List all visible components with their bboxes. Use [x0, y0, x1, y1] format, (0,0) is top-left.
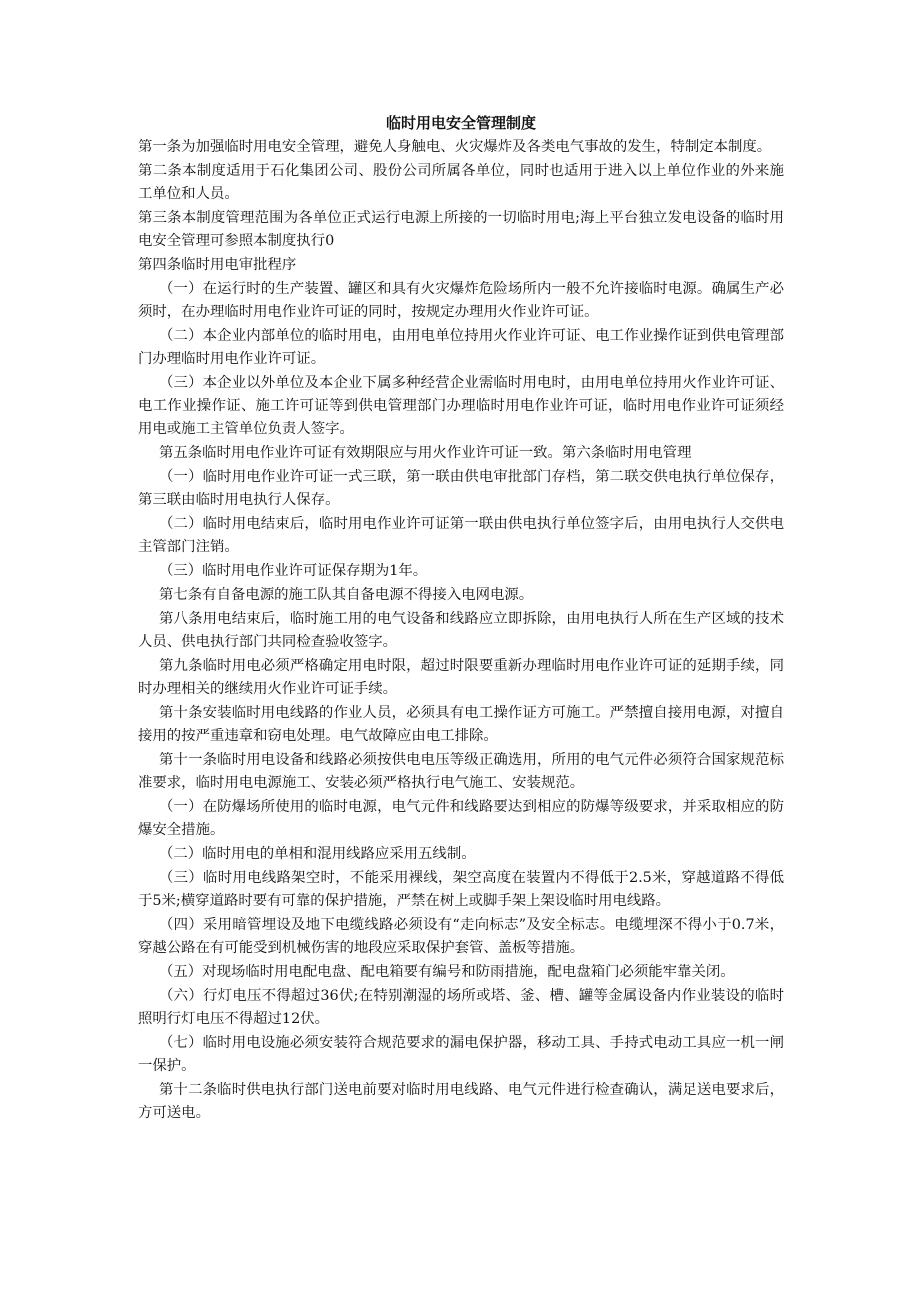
paragraph: 第八条用电结束后，临时施工用的电气设备和线路应立即拆除，由用电执行人所在生产区域的技术人员、供电执行部门共同检查验收签字。: [138, 611, 784, 650]
paragraph: （二）本企业内部单位的临时用电，由用电单位持用火作业许可证、电工作业操作证到供电管理部门办理临时用电作业许可证。: [138, 328, 784, 367]
paragraph: （三）临时用电线路架空时，不能采用裸线，架空高度在装置内不得低于2.5米，穿越道路不得低于5米;横穿道路时要有可靠的保护措施，严禁在树上或脚手架上架设临时用电线路。: [138, 870, 784, 909]
paragraph: （七）临时用电设施必须安装符合规范要求的漏电保护器，移动工具、手持式电动工具应一机一闸一保护。: [138, 1035, 784, 1074]
paragraph: （五）对现场临时用电配电盘、配电箱要有编号和防雨措施，配电盘箱门必须能牢靠关闭。: [159, 964, 735, 980]
paragraph: 第四条临时用电审批程序: [138, 257, 297, 273]
paragraph: 第十二条临时供电执行部门送电前要对临时用电线路、电气元件进行检查确认，满足送电要求后，方可送电。: [138, 1082, 784, 1121]
paragraph: （一）在防爆场所使用的临时电源，电气元件和线路要达到相应的防爆等级要求，并采取相应的防爆安全措施。: [138, 799, 784, 838]
document-title: 临时用电安全管理制度: [385, 114, 536, 132]
paragraph: （二）临时用电结束后，临时用电作业许可证第一联由供电执行单位签字后，由用电执行人交供电主管部门注销。: [138, 516, 784, 555]
paragraph: 第九条临时用电必须严格确定用电时限，超过时限要重新办理临时用电作业许可证的延期手续，同时办理相关的继续用火作业许可证手续。: [138, 658, 784, 697]
paragraph: （四）采用暗管埋设及地下电缆线路必须设有“走向标志”及安全标志。电缆埋深不得小于0.7米，穿越公路在有可能受到机械伤害的地段应采取保护套管、盖板等措施。: [138, 917, 784, 956]
paragraph: （三）临时用电作业许可证保存期为1年。: [159, 563, 428, 579]
document-page: [138, 112, 784, 1126]
paragraph: 第五条临时用电作业许可证有效期限应与用火作业许可证一致。第六条临时用电管理: [159, 445, 692, 461]
paragraph: （二）临时用电的单相和混用线路应采用五线制。: [159, 846, 476, 862]
paragraph: （一）临时用电作业许可证一式三联，第一联由供电审批部门存档，第二联交供电执行单位保存，第三联由临时用电执行人保存。: [138, 469, 784, 508]
paragraph: 第十条安装临时用电线路的作业人员，必须具有电工操作证方可施工。严禁擅自接用电源，对擅自接用的按严重违章和窃电处理。电气故障应由电工排除。: [138, 705, 784, 744]
document-body: [138, 136, 784, 1125]
paragraph: 第一条为加强临时用电安全管理，避免人身触电、火灾爆炸及各类电气事故的发生，特制定本制度。: [138, 139, 772, 155]
paragraph: 第二条本制度适用于石化集团公司、股份公司所属各单位，同时也适用于进入以上单位作业的外来施工单位和人员。: [138, 163, 784, 202]
paragraph: （六）行灯电压不得超过36伏;在特别潮湿的场所或塔、釜、槽、罐等金属设备内作业装设的临时照明行灯电压不得超过12伏。: [138, 988, 784, 1027]
paragraph: 第十一条临时用电设备和线路必须按供电电压等级正确选用，所用的电气元件必须符合国家规范标准要求，临时用电电源施工、安装必须严格执行电气施工、安装规范。: [138, 752, 784, 791]
paragraph: （三）本企业以外单位及本企业下属多种经营企业需临时用电时，由用电单位持用火作业许可证、电工作业操作证、施工许可证等到供电管理部门办理临时用电作业许可证，临时用电作业许可证须经用电或施工主管单位负责人签字。: [138, 375, 784, 437]
paragraph: 第七条有自备电源的施工队其自备电源不得接入电网电源。: [159, 587, 534, 603]
paragraph: 第三条本制度管理范围为各单位正式运行电源上所接的一切临时用电;海上平台独立发电设备的临时用电安全管理可参照本制度执行0: [138, 210, 784, 249]
paragraph: （一）在运行时的生产装置、罐区和具有火灾爆炸危险场所内一般不允许接临时电源。确属生产必须时，在办理临时用电作业许可证的同时，按规定办理用火作业许可证。: [138, 281, 784, 320]
